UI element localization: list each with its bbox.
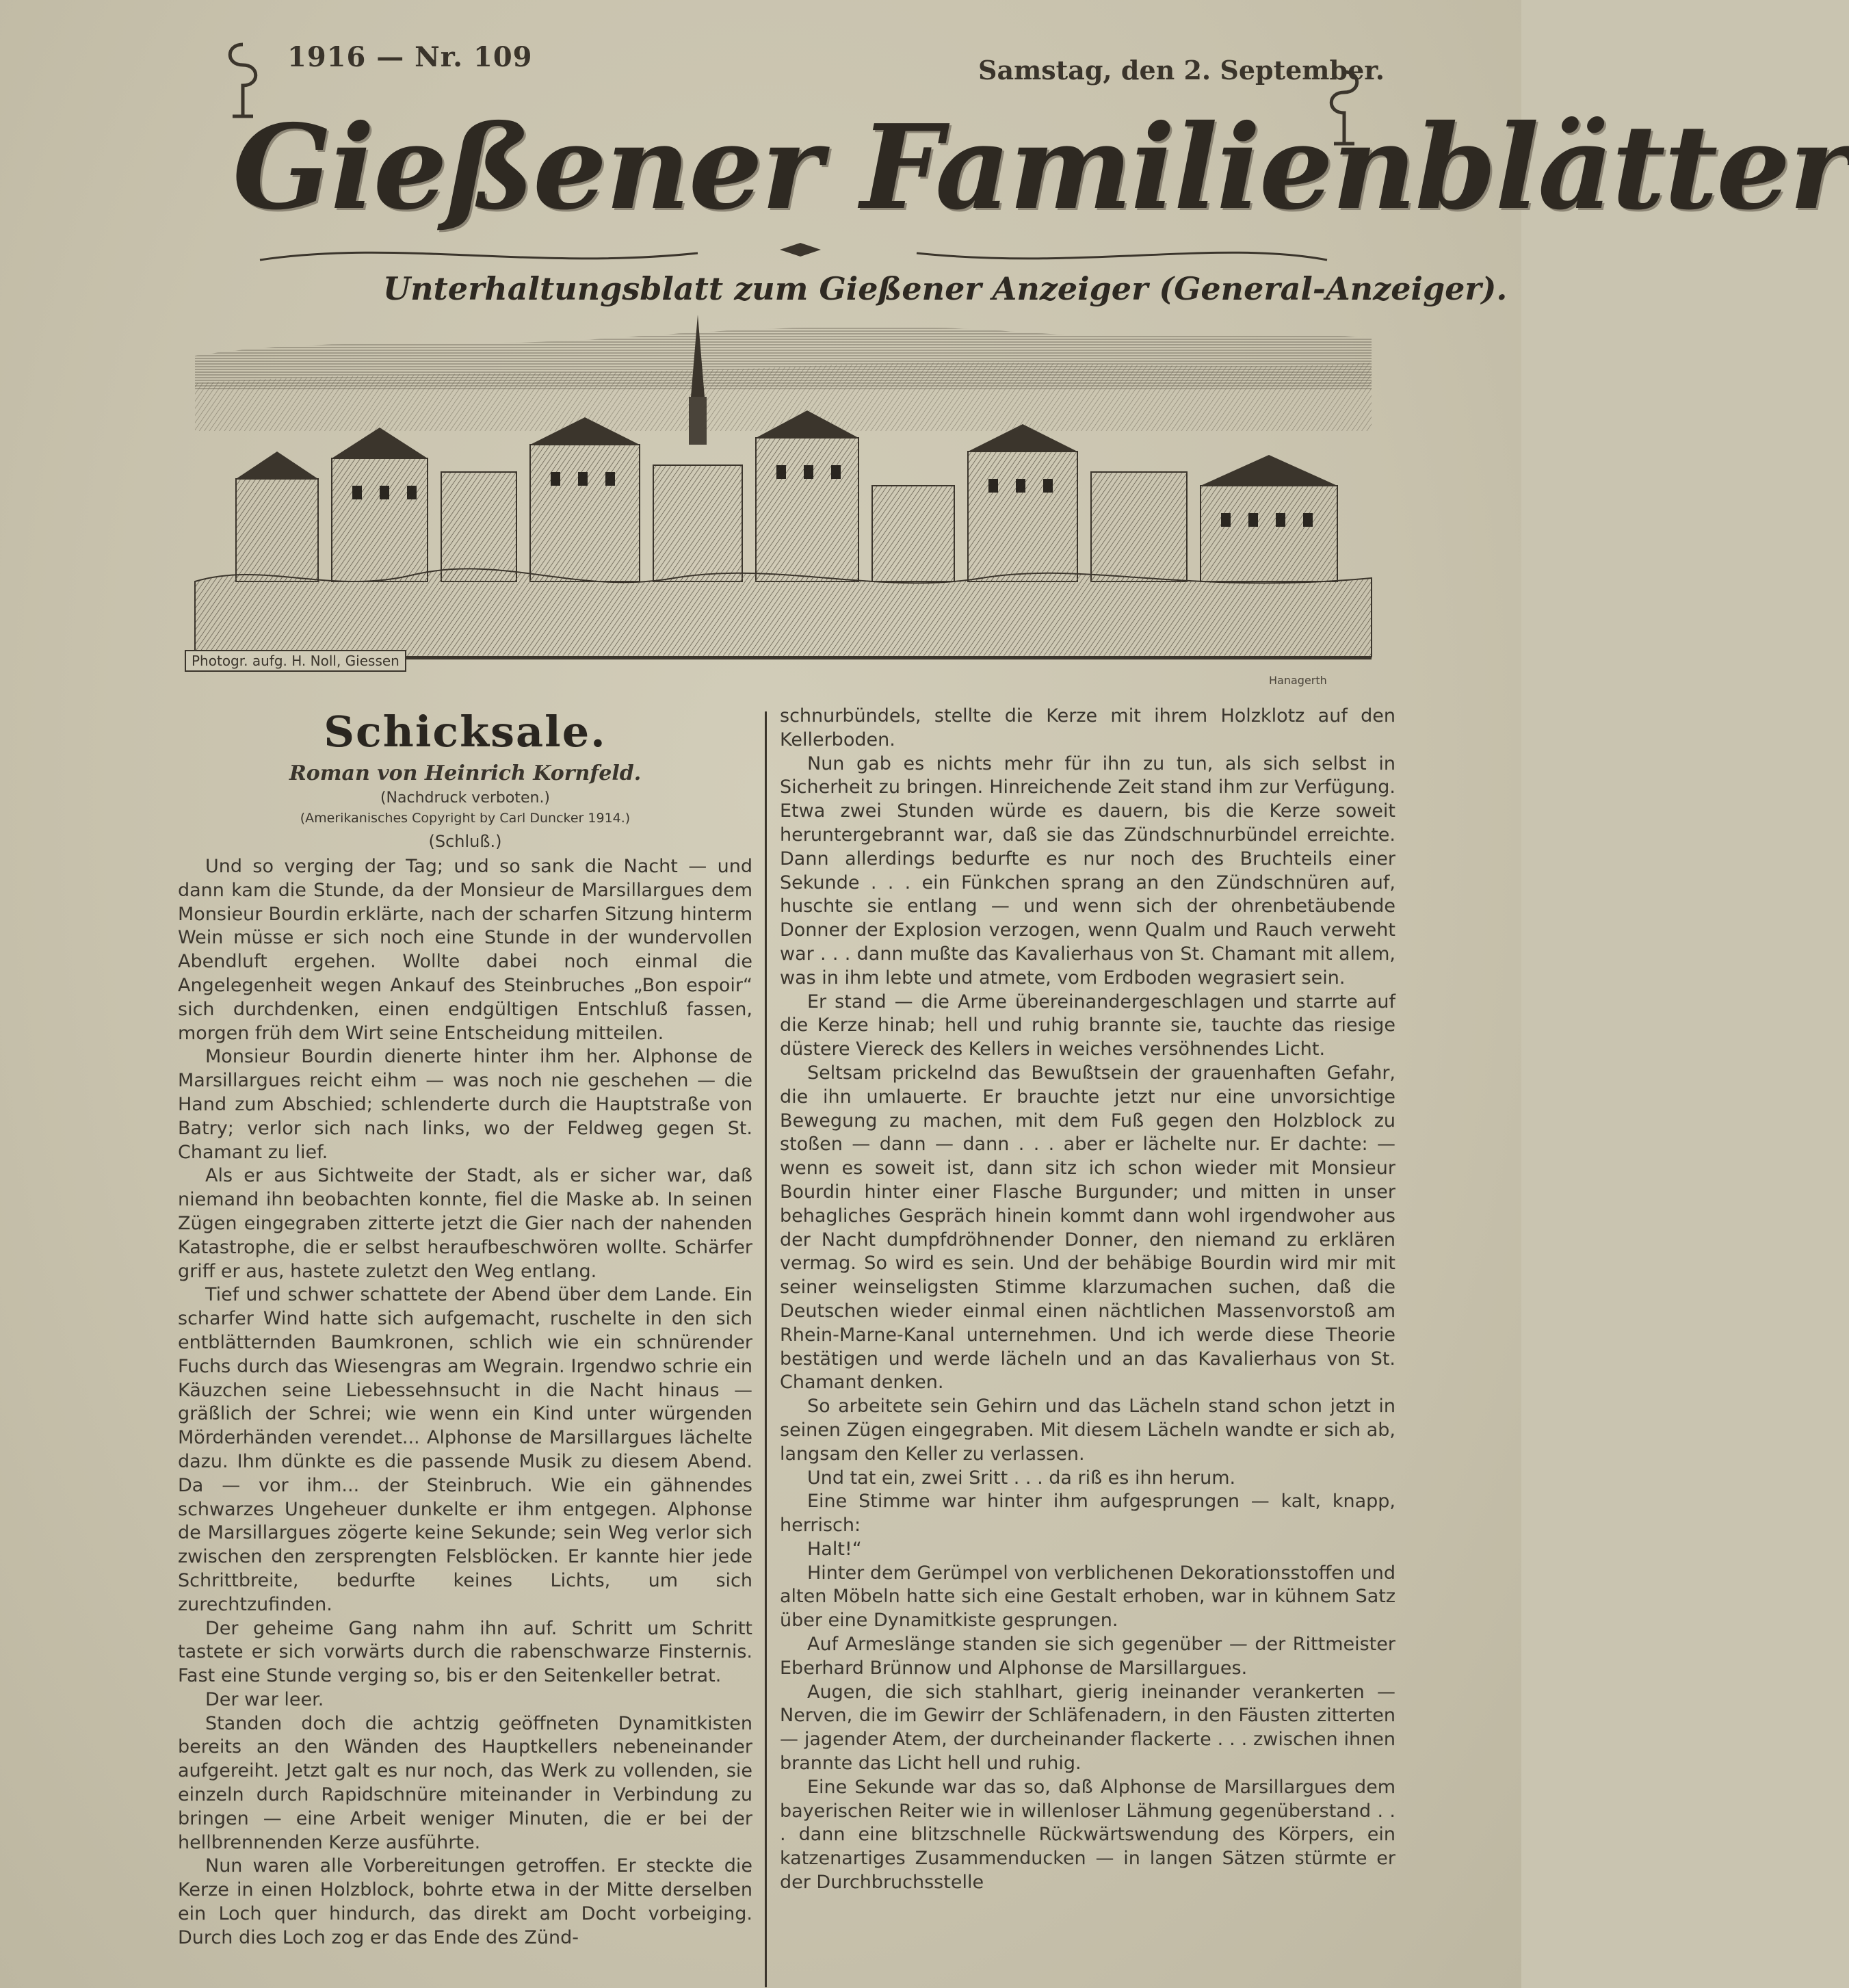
paragraph: Hinter dem Gerümpel von verblichenen Dekorationsstoffen und alten Möbeln hatte sich eine Gestalt erhoben, war in kühnem Satz über eine Dynamitkiste gesprungen.	[780, 1562, 1395, 1632]
paragraph: Tief und schwer schattete der Abend über dem Lande. Ein scharfer Wind hatte sich aufgemacht, ruschelte in den sich entblätternden Baumkronen, schlich wie ein schnürender Fuchs durch das Wiesengras am Wegrain. Irgendwo schrie ein Käuzchen seine Liebessehnsucht in die Nacht hinaus — gräßlich der Schrei; wie wenn ein Kind unter würgenden Mörderhänden verendet... Alphonse de Marsillargues lächelte dazu. Ihm dünkte es die passende Musik zu diesem Abend. Da — vor ihm... der Steinbruch. Wie ein gähnendes schwarzes Ungeheuer dunkelte er ihm entgegen. Alphonse de Marsillargues zögerte keine Sekunde; sein Weg verlor sich zwischen den zersprengten Felsblöcken. Er kannte hier jede Schrittbreite, bedurfte keines Lichts, um sich zurechtzufinden.	[178, 1284, 752, 1615]
paragraph: Er stand — die Arme übereinandergeschlagen und starrte auf die Kerze hinab; hell und ruhig brannte sie, tauchte das riesige düstere Viereck des Kellers in weiches versöhnendes Licht.	[780, 991, 1395, 1060]
photo-credit: Photogr. aufg. H. Noll, Giessen	[185, 650, 406, 672]
newspaper-subtitle: Unterhaltungsblatt zum Gießener Anzeiger (General-Anzeiger).	[383, 270, 1508, 307]
city-engraving	[195, 308, 1372, 659]
engraver-credit: Hanagerth	[1269, 674, 1327, 687]
column-divider	[765, 711, 767, 1987]
paragraph: Der war leer.	[205, 1688, 324, 1710]
title-flourish	[260, 233, 1327, 274]
paragraph: Seltsam prickelnd das Bewußtsein der grauenhaften Gefahr, die ihn umlauerte. Er brauchte jetzt nur eine unvorsichtige Bewegung zu machen, mit dem Fuß gegen den Holzblock zu stoßen — dann — dann . . . aber er lächelte nur. Er dachte: — wenn es soweit ist, dann sitz ich schon wieder mit Monsieur Bourdin hinter einer Flasche Burgunder; und mitten in unser behagliches Gespräch hinein kommt dann wohl irgendwoher aus der Nacht dumpfdröhnender Donner, den niemand zu erklären vermag. So wird es sein. Und der behäbige Bourdin wird mir mit seiner weinseligsten Stimme klarzumachen suchen, daß die Deutschen wieder einmal einen nächtlichen Massenvorstoß am Rhein-Marne-Kanal unternehmen. Und ich werde diese Theorie bestätigen und werde lächeln und an das Kavalierhaus von St. Chamant denken.	[780, 1062, 1395, 1394]
newspaper-title: Gießener Familienblätter	[233, 99, 1849, 236]
paragraph: Monsieur Bourdin dienerte hinter ihm her. Alphonse de Marsillargues reicht eihm — was noch nie geschehen — die Hand zum Abschied; schlenderte durch die Hauptstraße von Batry; verlor sich nach links, wo der Feldweg gegen St. Chamant zu lief.	[178, 1046, 752, 1163]
copyright-notice: (Amerikanisches Copyright by Carl Duncker 1914.)	[300, 811, 631, 826]
paragraph: Nun gab es nichts mehr für ihn zu tun, als sich selbst in Sicherheit zu bringen. Hinreichende Zeit stand ihm zur Verfügung. Etwa zwei Stunden würde es dauern, bis die Kerze soweit heruntergebrannt war, daß sie das Zündschnurbündel erreichte. Dann allerdings bedurfte es nur noch des Bruchteils einer Sekunde . . . ein Fünkchen sprang an den Zündschnüren auf, huschte sie entlang — und wenn sich der ohrenbetäubende Donner der Explosion verzogen, wenn Qualm und Rauch verweht war . . . dann mußte das Kavalierhaus von St. Chamant mit allem, was in ihm lebte und atmete, vom Erdboden wegrasiert sein.	[780, 753, 1395, 989]
issue-date: Samstag, den 2. September.	[978, 55, 1385, 86]
paragraph: Halt!“	[807, 1538, 862, 1560]
paragraph: So arbeitete sein Gehirn und das Lächeln stand schon jetzt in seinen Zügen eingegraben. Mit diesem Lächeln wandte er sich ab, langsam den Keller zu verlassen.	[780, 1396, 1395, 1465]
paragraph: Und tat ein, zwei Sritt . . . da riß es ihn herum.	[807, 1467, 1236, 1489]
paragraph: Augen, die sich stahlhart, gierig ineinander verankerten — Nerven, die im Gewirr der Schläfenadern, in den Fäusten zitterten — jagender Atem, der durcheinander flackerte . . . zwischen ihnen brannte das Licht hell und ruhig.	[780, 1681, 1395, 1775]
paragraph: Der geheime Gang nahm ihn auf. Schritt um Schritt tastete er sich vorwärts durch die rabenschwarze Finsternis. Fast eine Stunde verging so, bis er den Seitenkeller betrat.	[178, 1617, 752, 1687]
paragraph: Eine Stimme war hinter ihm aufgesprungen — kalt, knapp, herrisch:	[780, 1491, 1395, 1536]
issue-number: 1916 — Nr. 109	[287, 41, 533, 73]
continuation-mark: (Schluß.)	[428, 832, 502, 851]
paragraph: Und so verging der Tag; und so sank die Nacht — und dann kam die Stunde, da der Monsieur de Marsillargues dem Monsieur Bourdin erklärte, nach der scharfen Sitzung hinterm Wein müsse er sich noch eine Stunde in der wundervollen Abendluft ergehen. Wollte dabei noch einmal die Angelegenheit wegen Ankauf des Steinbruches „Bon espoir“ sich durchdenken, einen endgültigen Entschluß fassen, morgen früh dem Wirt seine Entscheidung mitteilen.	[178, 856, 752, 1044]
story-title: Schicksale.	[324, 707, 607, 757]
paragraph: Nun waren alle Vorbereitungen getroffen. Er steckte die Kerze in einen Holzblock, bohrte etwa in der Mitte derselben ein Loch quer hindurch, das direkt am Docht vorbeiging. Durch dies Loch zog er das Ende des Zünd-	[178, 1855, 752, 1948]
paragraph: Auf Armeslänge standen sie sich gegenüber — der Rittmeister Eberhard Brünnow und Alphonse de Marsillargues.	[780, 1634, 1395, 1679]
paragraph: schnurbündels, stellte die Kerze mit ihrem Holzklotz auf den Kellerboden.	[780, 705, 1395, 750]
reprint-notice: (Nachdruck verboten.)	[380, 789, 551, 807]
column-left	[178, 705, 752, 1950]
paragraph: Eine Sekunde war das so, daß Alphonse de Marsillargues dem bayerischen Reiter wie in willenloser Lähmung gegenüberstand . . . dann eine blitzschnelle Rückwärtswendung des Körpers, ein katzenartiges Zusammenducken — in langen Sätzen stürmte er der Durchbruchsstelle	[780, 1776, 1395, 1894]
paragraph: Als er aus Sichtweite der Stadt, als er sicher war, daß niemand ihn beobachten konnte, fiel die Maske ab. In seinen Zügen eingegraben zitterte jetzt die Gier nach der nahenden Katastrophe, die er selbst heraufbeschwören wollte. Schärfer griff er aus, hastete zuletzt den Weg entlang.	[178, 1165, 752, 1282]
byline: Roman von Heinrich Kornfeld.	[289, 761, 642, 785]
column-right	[780, 705, 1395, 1895]
paragraph: Standen doch die achtzig geöffneten Dynamitkisten bereits an den Wänden des Hauptkellers nebeneinander aufgereiht. Jetzt galt es nur noch, das Werk zu vollenden, sie einzeln durch Rapidschnüre miteinander in Verbindung zu bringen — eine Arbeit weniger Minuten, die er bei der hellbrennenden Kerze ausführte.	[178, 1712, 752, 1853]
